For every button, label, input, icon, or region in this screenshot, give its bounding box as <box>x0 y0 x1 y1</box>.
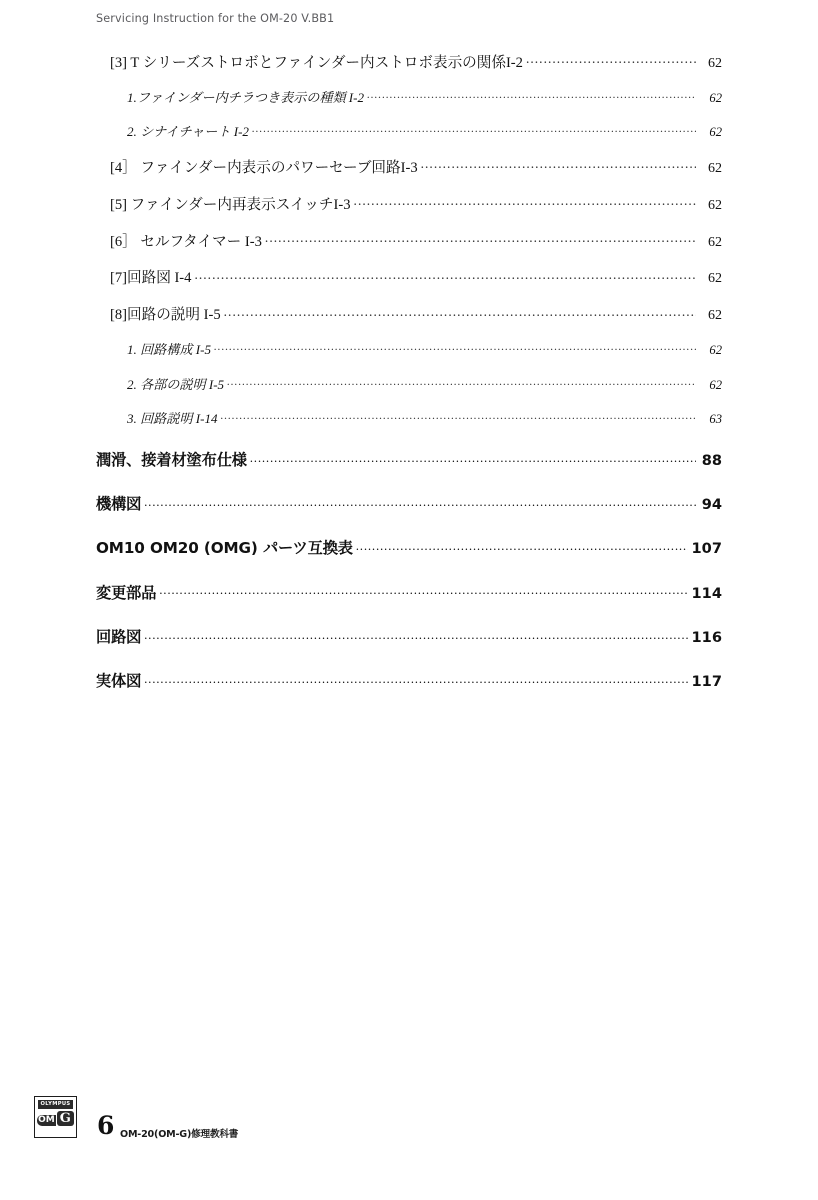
toc-entry-page-number: 62 <box>708 55 722 71</box>
toc-dot-leader <box>221 410 696 423</box>
toc-entry-page-number: 62 <box>708 308 722 324</box>
toc-entry[interactable] <box>127 89 722 105</box>
toc-entry[interactable] <box>127 376 722 392</box>
toc-dot-leader <box>526 52 696 67</box>
toc-entry-label: [3] T シリーズストロボとファインダー内ストロボ表示の関係I-2 <box>110 54 523 71</box>
toc-entry-label: 変更部品 <box>96 583 157 602</box>
toc-entry-page-number: 62 <box>708 197 722 213</box>
toc-dot-leader <box>214 341 696 354</box>
toc-entry-label: 1. 回路構成 I-5 <box>127 342 212 358</box>
toc-entry-page-number: 62 <box>709 377 722 392</box>
toc-entry-label: 1.ファインダー内チラつき表示の種類 I-2 <box>127 89 365 105</box>
toc-dot-leader <box>144 671 687 686</box>
page-number: 6 <box>97 1111 115 1140</box>
toc-entry-page-number: 116 <box>691 628 722 646</box>
logo-brand-text: OLYMPUS <box>38 1100 73 1109</box>
toc-dot-leader <box>194 268 696 283</box>
toc-entry-label: [8]回路の説明 I-5 <box>110 307 221 324</box>
toc-entry-page-number: 107 <box>691 540 722 558</box>
toc-entry-label: [7]回路図 I-4 <box>110 270 192 287</box>
toc-entry[interactable] <box>127 410 722 426</box>
toc-entry-page-number: 62 <box>709 125 722 140</box>
toc-dot-leader <box>421 157 696 172</box>
toc-entry[interactable] <box>110 194 722 213</box>
toc-entry-label: [4］ ファインダー内表示のパワーセーブ回路I-3 <box>110 159 418 176</box>
toc-entry-page-number: 62 <box>709 343 722 358</box>
toc-entry-label: [6］ セルフタイマー I-3 <box>110 233 262 250</box>
toc-entry[interactable] <box>127 123 722 139</box>
toc-entry-label: 潤滑、接着材塗布仕様 <box>96 450 247 469</box>
toc-dot-leader <box>144 494 696 509</box>
toc-dot-leader <box>356 538 688 553</box>
footer-caption: OM-20(OM-G)修理教科書 <box>120 1129 239 1140</box>
toc-entry[interactable] <box>96 582 722 601</box>
toc-entry-page-number: 114 <box>691 584 722 602</box>
toc-entry[interactable] <box>110 52 722 71</box>
toc-entry-label: 実体図 <box>96 672 142 691</box>
olympus-logo <box>34 1096 77 1138</box>
running-header: Servicing Instruction for the OM-20 V.BB1 <box>96 12 335 25</box>
toc-entry[interactable] <box>127 341 722 357</box>
toc-entry[interactable] <box>96 494 722 513</box>
toc-entry[interactable] <box>96 538 722 557</box>
table-of-contents <box>0 52 818 715</box>
toc-dot-leader <box>367 89 696 102</box>
logo-model-suffix: G <box>57 1111 74 1126</box>
toc-entry-page-number: 117 <box>691 673 722 691</box>
toc-entry[interactable] <box>110 231 722 250</box>
toc-dot-leader <box>144 627 687 642</box>
toc-entry[interactable] <box>110 157 722 176</box>
toc-dot-leader <box>252 123 696 136</box>
toc-entry-page-number: 63 <box>709 411 722 426</box>
toc-entry[interactable] <box>110 304 722 323</box>
toc-entry[interactable] <box>96 450 722 469</box>
logo-model-prefix: OM <box>38 1115 55 1125</box>
toc-entry-label: 回路図 <box>96 627 142 646</box>
toc-entry-label: [5] ファインダー内再表示スイッチI-3 <box>110 196 351 213</box>
toc-entry-label: 2. シナイチャート I-2 <box>127 124 249 140</box>
toc-entry-page-number: 62 <box>708 271 722 287</box>
toc-dot-leader <box>250 450 696 465</box>
toc-entry[interactable] <box>96 671 722 690</box>
toc-dot-leader <box>159 582 687 597</box>
toc-entry-label: 3. 回路説明 I-14 <box>127 410 218 426</box>
toc-entry-label: OM10 OM20 (OMG) パーツ互換表 <box>96 539 353 558</box>
toc-entry-page-number: 62 <box>708 234 722 250</box>
toc-dot-leader <box>265 231 696 246</box>
toc-entry-page-number: 62 <box>709 90 722 105</box>
toc-dot-leader <box>224 304 696 319</box>
page-footer <box>0 1090 818 1200</box>
toc-entry-page-number: 88 <box>701 451 722 469</box>
toc-entry-page-number: 94 <box>701 495 722 513</box>
toc-entry-label: 機構図 <box>96 494 142 513</box>
toc-dot-leader <box>354 194 696 209</box>
toc-dot-leader <box>227 376 696 389</box>
logo-model <box>38 1111 73 1126</box>
toc-entry-page-number: 62 <box>708 160 722 176</box>
toc-entry-label: 2. 各部の説明 I-5 <box>127 376 225 392</box>
toc-entry[interactable] <box>110 268 722 287</box>
toc-entry[interactable] <box>96 627 722 646</box>
